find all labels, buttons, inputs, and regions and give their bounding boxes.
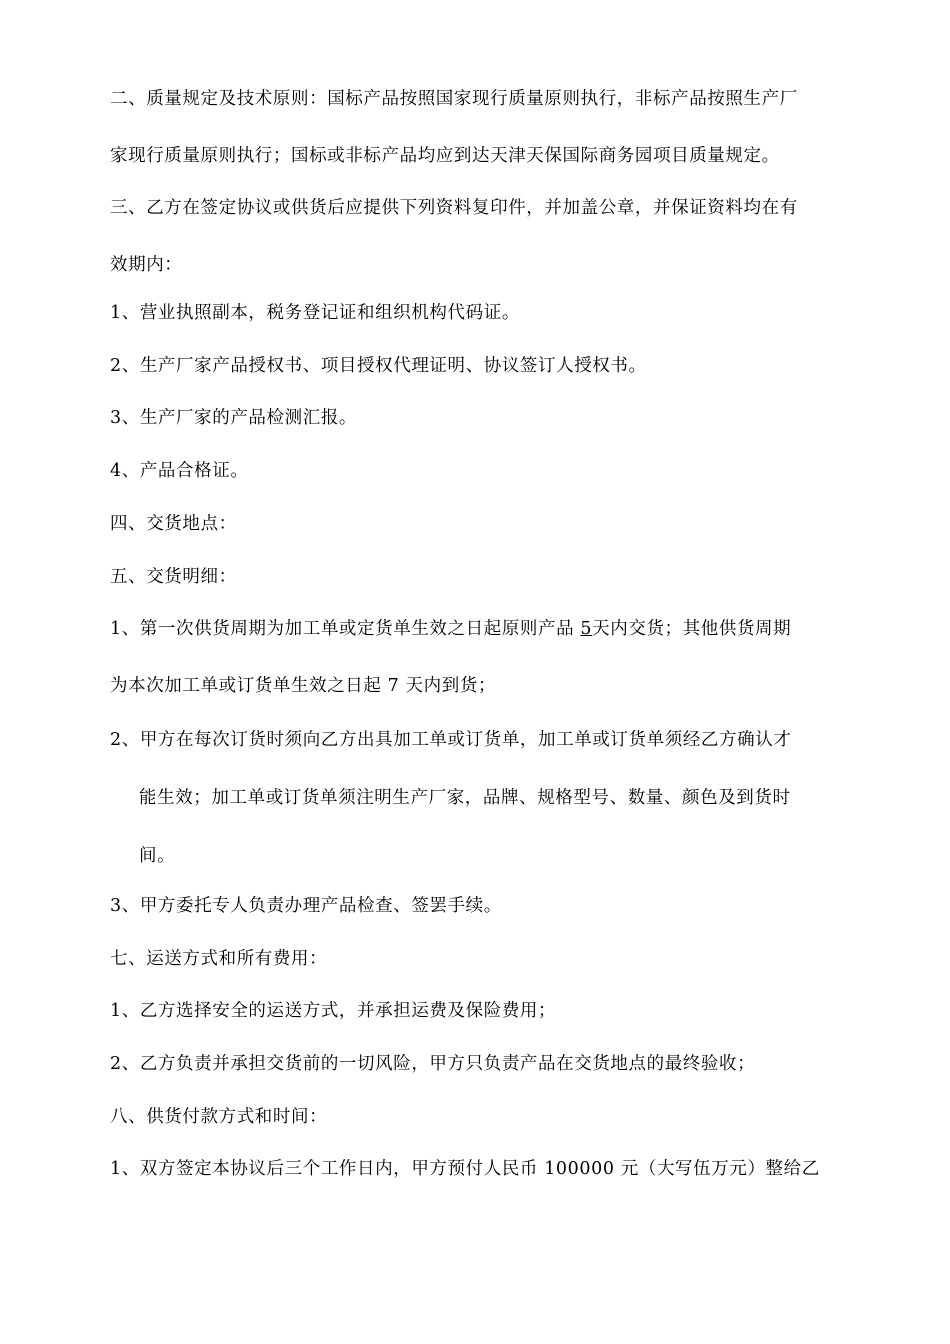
list-item: 2、生产厂家产品授权书、项目授权代理证明、协议签订人授权书。: [110, 356, 647, 376]
underlined-value: 5: [580, 619, 593, 639]
section-heading: 五、交货明细：: [110, 567, 237, 587]
paragraph-line: 能生效；加工单或订货单须注明生产厂家，品牌、规格型号、数量、颜色及到货时: [139, 788, 791, 808]
list-item: 3、生产厂家的产品检测汇报。: [110, 408, 358, 428]
section-heading: 八、供货付款方式和时间：: [110, 1107, 328, 1127]
list-item: 1、双方签定本协议后三个工作日内，甲方预付人民币 100000 元（大写伍万元）整给乙: [110, 1159, 820, 1179]
list-item: 2、乙方负责并承担交货前的一切风险，甲方只负责产品在交货地点的最终验收；: [110, 1054, 756, 1074]
section-heading: 四、交货地点：: [110, 514, 237, 534]
line-text: 天内交货；其他供货周期: [592, 619, 792, 639]
list-item: 1、营业执照副本，税务登记证和组织机构代码证。: [110, 303, 520, 323]
paragraph-line: 二、质量规定及技术原则：国标产品按照国家现行质量原则执行，非标产品按照生产厂: [110, 89, 798, 109]
paragraph-line: 间。: [139, 846, 176, 866]
paragraph-line: 家现行质量原则执行；国标或非标产品均应到达天津天保国际商务园项目质量规定。: [110, 146, 780, 166]
list-item: 4、产品合格证。: [110, 461, 249, 481]
list-item: 3、甲方委托专人负责办理产品检查、签罢手续。: [110, 896, 502, 916]
list-item: 1、乙方选择安全的运送方式，并承担运费及保险费用；: [110, 1001, 557, 1021]
list-item: 2、甲方在每次订货时须向乙方出具加工单或订货单，加工单或订货单须经乙方确认才: [110, 730, 792, 750]
section-heading: 七、运送方式和所有费用：: [110, 949, 328, 969]
line-text: 1、第一次供货周期为加工单或定货单生效之日起原则产品: [110, 619, 575, 639]
paragraph-line: 效期内：: [110, 255, 183, 275]
paragraph-line: 为本次加工单或订货单生效之日起 7 天内到货；: [110, 676, 497, 696]
paragraph-line: 三、乙方在签定协议或供货后应提供下列资料复印件，并加盖公章，并保证资料均在有: [110, 198, 798, 218]
list-item: [110, 616, 791, 642]
